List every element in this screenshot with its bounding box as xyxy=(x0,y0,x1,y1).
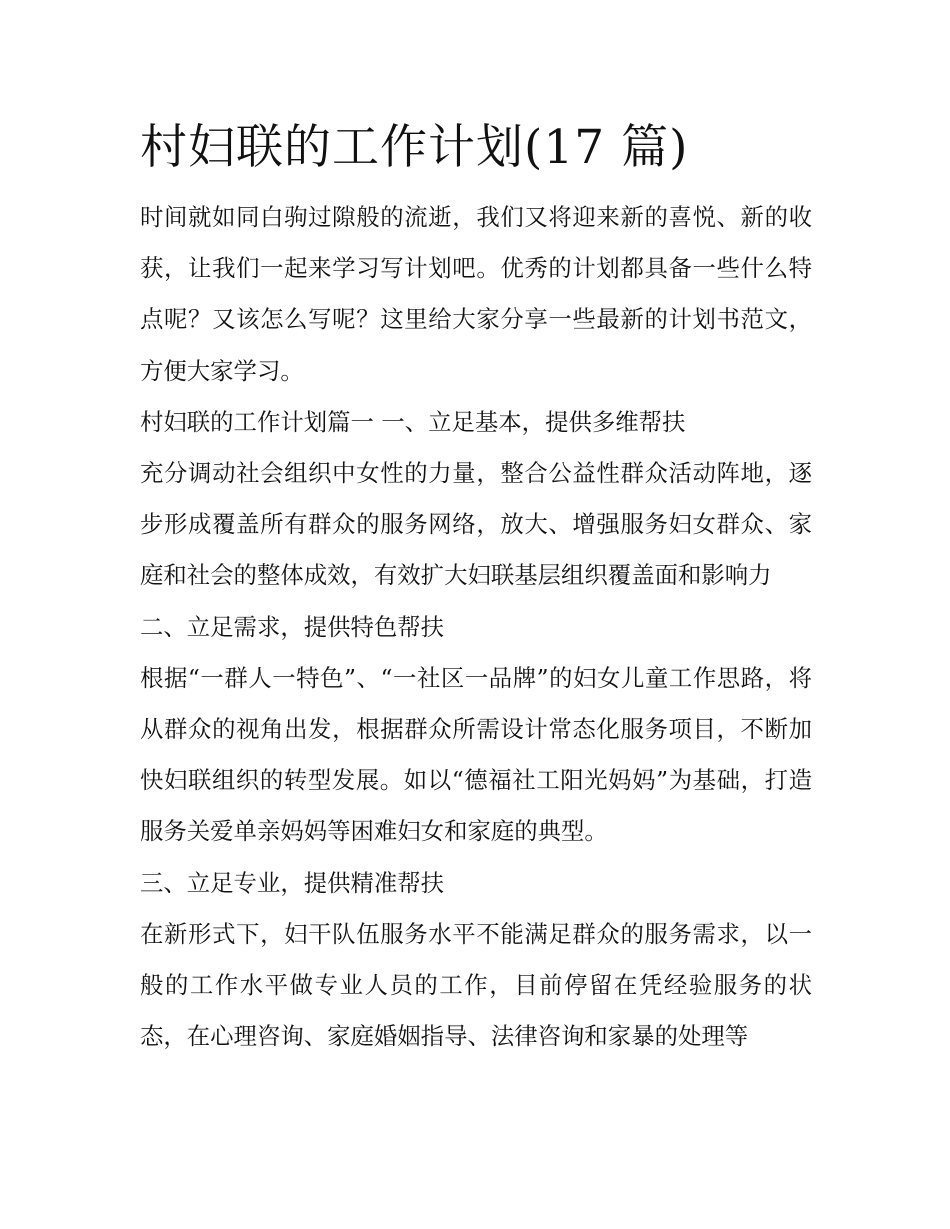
paragraph-section-2: 根据“一群人一特色”、“一社区一品牌”的妇女儿童工作思路，将从群众的视角出发，根据群众所需设计常态化服务项目，不断加快妇联组织的转型发展。如以“德福社工阳光妈妈”为基础，打造服务关爱单亲妈妈等困难妇女和家庭的典型。 xyxy=(140,663,812,846)
paragraph-section-1: 充分调动社会组织中女性的力量，整合公益性群众活动阵地，逐步形成覆盖所有群众的服务网络，放大、增强服务妇女群众、家庭和社会的整体成效，有效扩大妇联基层组织覆盖面和影响力 xyxy=(140,459,812,590)
paragraph-intro: 时间就如同白驹过隙般的流逝，我们又将迎来新的喜悦、新的收获，让我们一起来学习写计划吧。优秀的计划都具备一些什么特点呢？又该怎么写呢？这里给大家分享一些最新的计划书范文，方便大家学习。 xyxy=(140,203,812,385)
section-heading-3: 三、立足专业，提供精准帮扶 xyxy=(140,868,445,897)
document-title: 村妇联的工作计划(17 篇) xyxy=(140,120,689,175)
section-heading-2: 二、立足需求，提供特色帮扶 xyxy=(140,612,445,641)
section-heading-1: 村妇联的工作计划篇一 一、立足基本，提供多维帮扶 xyxy=(140,407,686,436)
document-page xyxy=(140,0,812,1062)
document-body xyxy=(140,192,812,1062)
paragraph-section-3: 在新形式下，妇干队伍服务水平不能满足群众的服务需求，以一般的工作水平做专业人员的工作，目前停留在凭经验服务的状态，在心理咨询、家庭婚姻指导、法律咨询和家暴的处理等 xyxy=(140,919,812,1051)
